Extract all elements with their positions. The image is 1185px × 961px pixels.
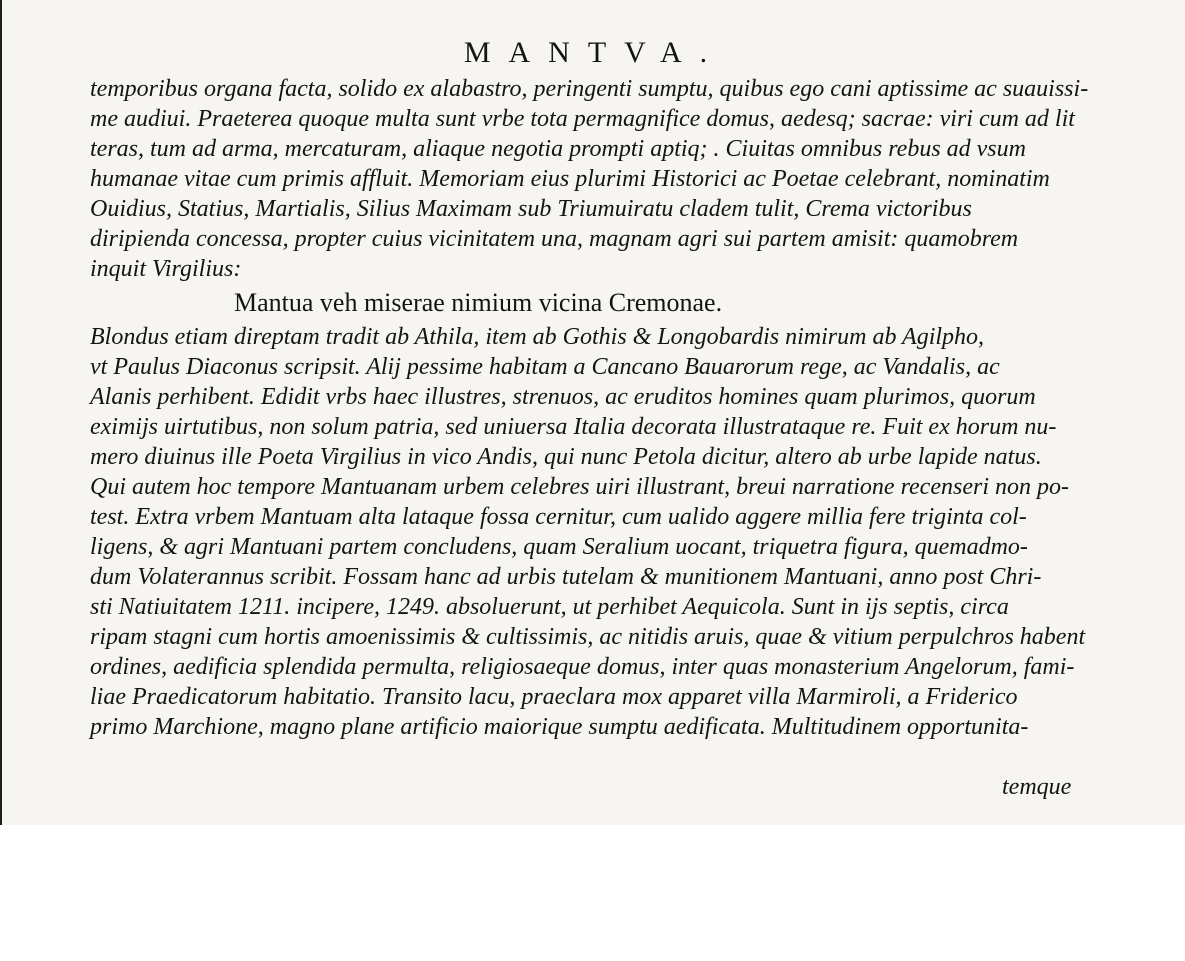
verse-quotation: Mantua veh miserae nimium vicina Cremonae. [234, 288, 723, 317]
text-line: sti Natiuitatem 1211. incipere, 1249. absoluerunt, ut perhibet Aequicola. Sunt in ijs septis, circa [90, 594, 1009, 620]
text-line: dum Volaterannus scribit. Fossam hanc ad urbis tutelam & munitionem Mantuani, anno post Chri- [90, 564, 1042, 590]
text-line: ordines, aedificia splendida permulta, religiosaeque domus, inter quas monasterium Angelorum, fami- [90, 654, 1075, 680]
text-line: mero diuinus ille Poeta Virgilius in vico Andis, qui nunc Petola dicitur, altero ab urbe lapide natus. [90, 444, 1042, 470]
text-line: vt Paulus Diaconus scripsit. Alij pessime habitam a Cancano Bauarorum rege, ac Vandalis, ac [90, 354, 1000, 380]
text-line: teras, tum ad arma, mercaturam, aliaque negotia prompti aptiq; . Ciuitas omnibus rebus ad vsum [90, 136, 1026, 162]
text-line: ligens, & agri Mantuani partem concludens, quam Seralium uocant, triquetra figura, quemadmo- [90, 534, 1028, 560]
text-line: humanae vitae cum primis affluit. Memoriam eius plurimi Historici ac Poetae celebrant, nominatim [90, 166, 1050, 192]
catchword: temque [1002, 774, 1072, 800]
text-line: Qui autem hoc tempore Mantuanam urbem celebres uiri illustrant, breui narratione recenseri non po- [90, 474, 1069, 500]
body-text [90, 74, 1140, 742]
text-line: eximijs uirtutibus, non solum patria, sed uniuersa Italia decorata illustrataque re. Fuit ex horum nu- [90, 414, 1057, 440]
text-line: Blondus etiam direptam tradit ab Athila, item ab Gothis & Longobardis nimirum ab Agilpho, [90, 324, 985, 350]
text-line: Alanis perhibent. Edidit vrbs haec illustres, strenuos, ac eruditos homines quam plurimos, quorum [90, 384, 1036, 410]
text-line: primo Marchione, magno plane artificio maiorique sumptu aedificata. Multitudinem opportunita- [90, 714, 1029, 740]
text-line: me audiui. Praeterea quoque multa sunt vrbe tota permagnifice domus, aedesq; sacrae: viri cum ad lit [90, 106, 1075, 132]
page-heading: MANTVA. [463, 36, 726, 69]
text-line: Ouidius, Statius, Martialis, Silius Maximam sub Triumuiratu cladem tulit, Crema victoribus [90, 196, 972, 222]
text-line: temporibus organa facta, solido ex alabastro, peringenti sumptu, quibus ego cani aptissime ac suauissi- [90, 76, 1089, 102]
text-line: test. Extra vrbem Mantuam alta lataque fossa cernitur, cum ualido aggere millia fere triginta col- [90, 504, 1027, 530]
text-line: liae Praedicatorum habitatio. Transito lacu, praeclara mox apparet villa Marmiroli, a Friderico [90, 684, 1018, 710]
text-line: diripienda concessa, propter cuius vicinitatem una, magnam agri sui partem amisit: quamobrem [90, 226, 1019, 252]
text-line: inquit Virgilius: [90, 256, 242, 282]
text-line: ripam stagni cum hortis amoenissimis & cultissimis, ac nitidis aruis, quae & vitium perpulchros habent [90, 624, 1086, 650]
